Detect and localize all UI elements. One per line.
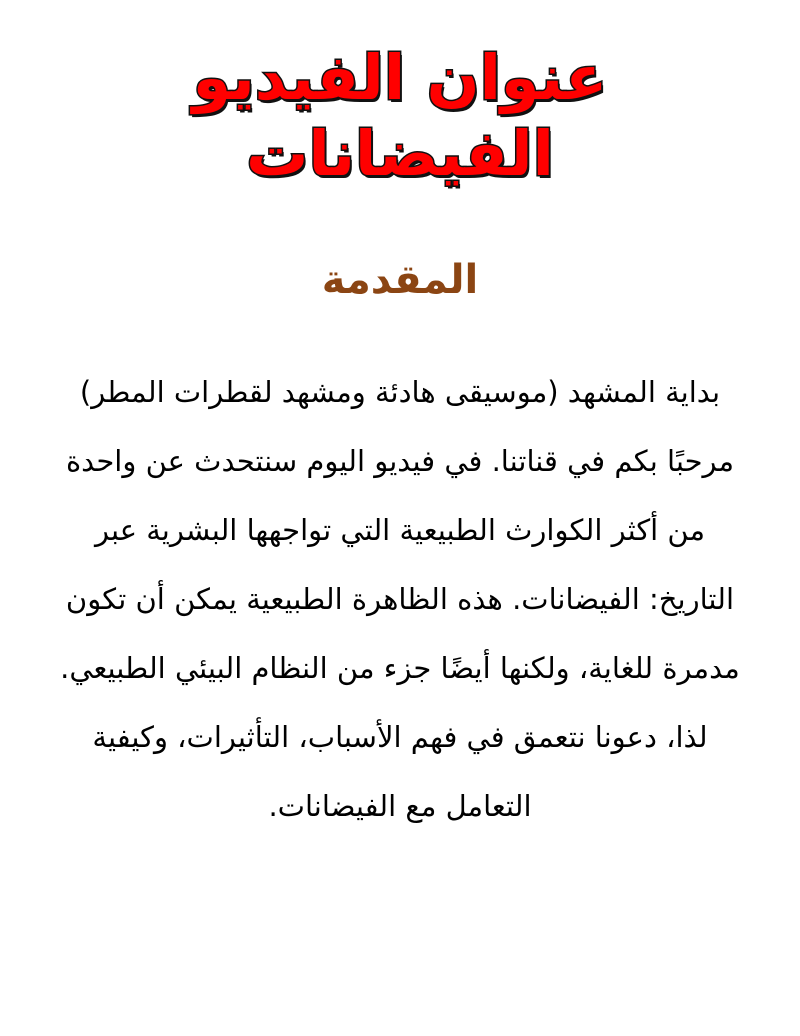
body-line-1: بداية المشهد (موسيقى هادئة ومشهد لقطرات المطر) [79, 375, 721, 409]
body-line-7: التعامل مع الفيضانات. [268, 789, 532, 823]
body-line-5: مدمرة للغاية، ولكنها أيضًا جزء من النظام البيئي الطبيعي. [60, 651, 740, 685]
body-line-2: مرحبًا بكم في قناتنا. في فيديو اليوم سنتحدث عن واحدة [65, 444, 735, 478]
video-title-line-2: الفيضانات [246, 117, 554, 190]
body-paragraph [4, 358, 796, 841]
video-title-line-1: عنوان الفيديو [192, 41, 608, 114]
body-line-4: التاريخ: الفيضانات. هذه الظاهرة الطبيعية يمكن أن تكون [65, 582, 735, 616]
section-heading-introduction: المقدمة [321, 257, 479, 303]
body-line-6: لذا، دعونا نتعمق في فهم الأسباب، التأثيرات، وكيفية [92, 720, 708, 754]
body-line-3: من أكثر الكوارث الطبيعية التي تواجهها البشرية عبر [94, 513, 706, 547]
video-title [0, 40, 800, 192]
